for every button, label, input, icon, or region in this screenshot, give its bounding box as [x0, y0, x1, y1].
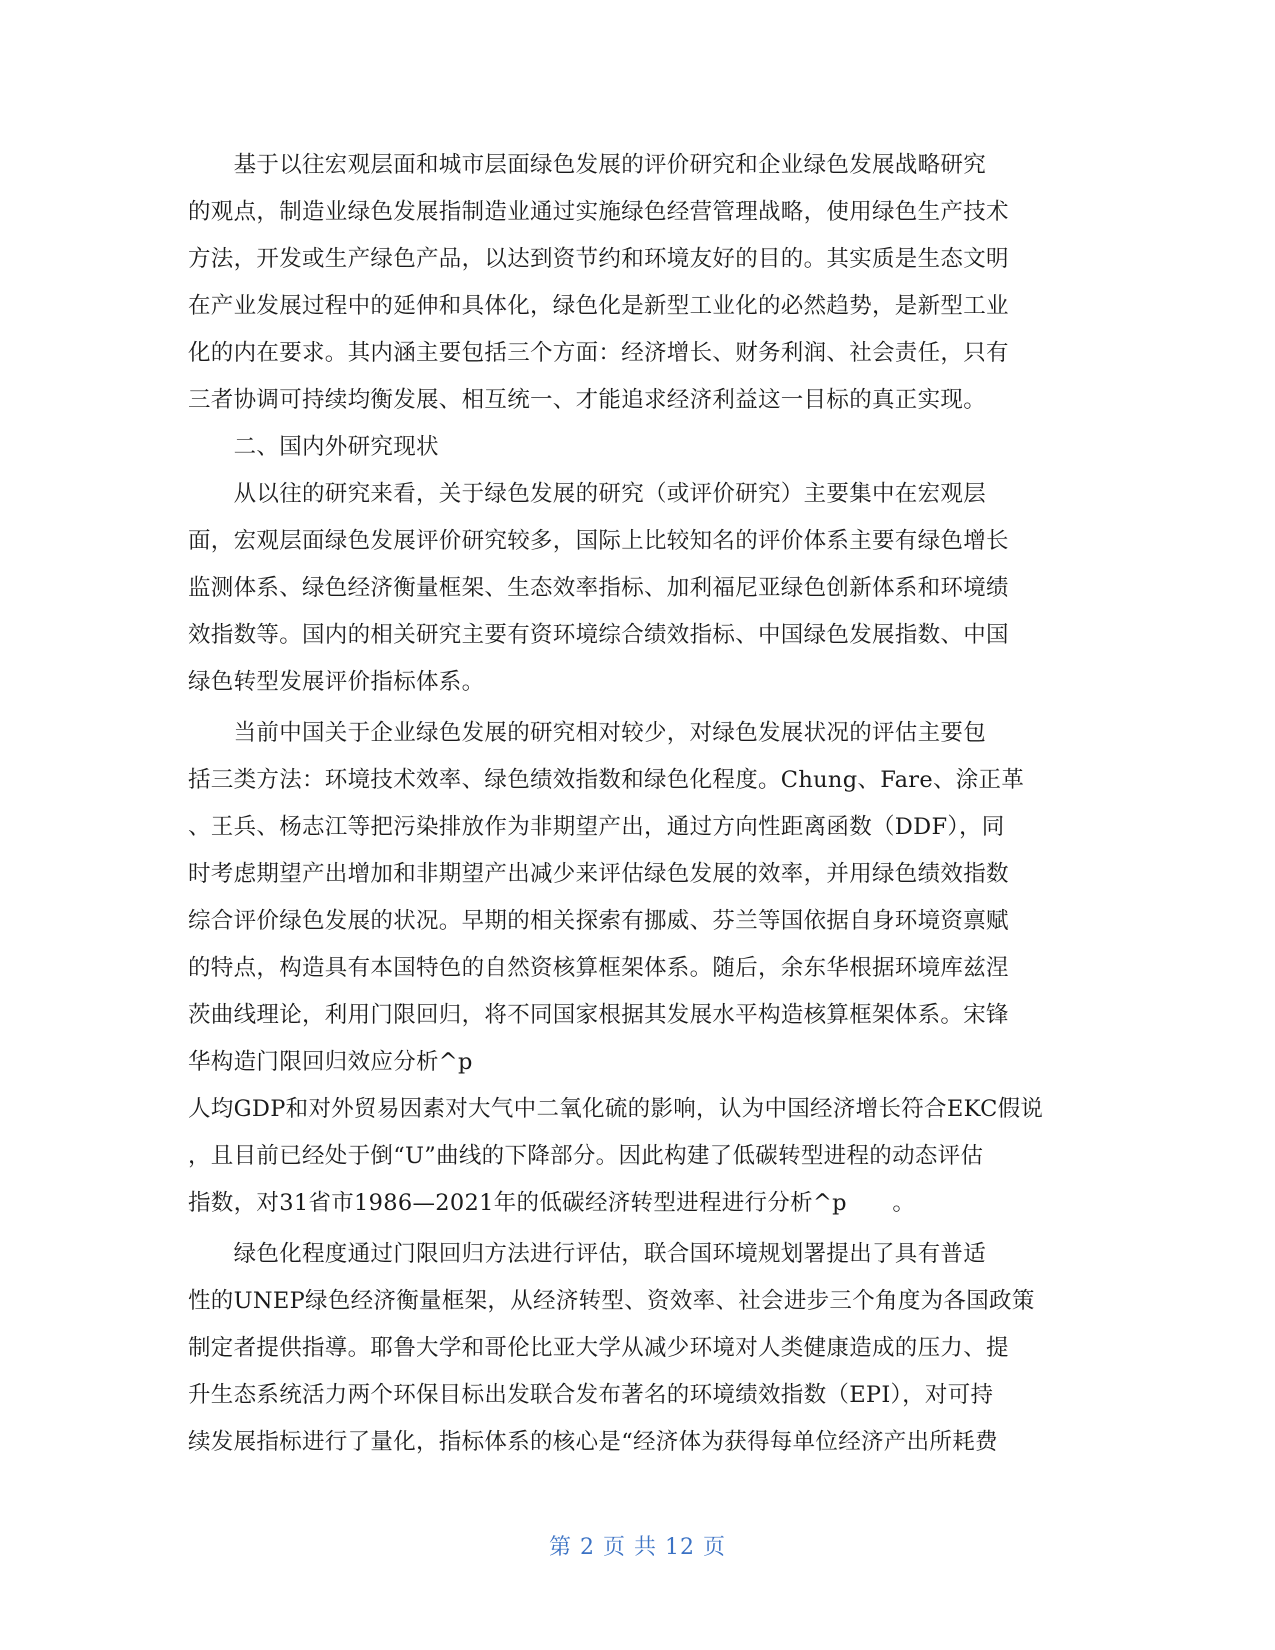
text-line: 绿色转型发展评价指标体系。 — [188, 669, 485, 695]
text-line: 效指数等。国内的相关研究主要有资环境综合绩效指标、中国绿色发展指数、中国 — [188, 622, 1009, 648]
heading-line: 二、国内外研究现状 — [188, 434, 439, 460]
text-line: 三者协调可持续均衡发展、相互统一、才能追求经济利益这一目标的真正实现。 — [188, 387, 987, 413]
text-line: 括三类方法：环境技术效率、绿色绩效指数和绿色化程度。Chung、Fare、涂正革 — [188, 767, 1025, 793]
text-line: 的观点，制造业绿色发展指制造业通过实施绿色经营管理战略，使用绿色生产技术 — [188, 199, 1009, 225]
text-line: 茨曲线理论，利用门限回归，将不同国家根据其发展水平构造核算框架体系。宋锋 — [188, 1002, 1009, 1028]
paragraph-green-development-definition — [188, 142, 1090, 424]
text-line: 的特点，构造具有本国特色的自然资核算框架体系。随后，余东华根据环境库兹涅 — [188, 955, 1009, 981]
text-line: 性的UNEP绿色经济衡量框架，从经济转型、资效率、社会进步三个角度为各国政策 — [188, 1288, 1035, 1314]
text-line: 制定者提供指導。耶鲁大学和哥伦比亚大学从减少环境对人类健康造成的压力、提 — [188, 1335, 1009, 1361]
text-line: 面，宏观层面绿色发展评价研究较多，国际上比较知名的评价体系主要有绿色增长 — [188, 528, 1009, 554]
text-line: 监测体系、绿色经济衡量框架、生态效率指标、加利福尼亚绿色创新体系和环境绩 — [188, 575, 1009, 601]
paragraph-enterprise-research — [188, 710, 1090, 1227]
text-line: 在产业发展过程中的延伸和具体化，绿色化是新型工业化的必然趋势，是新型工业 — [188, 293, 1009, 319]
page-number-footer: 第 2 页 共 12 页 — [549, 1535, 726, 1560]
text-line: ，且目前已经处于倒“U”曲线的下降部分。因此构建了低碳转型进程的动态评估 — [188, 1143, 984, 1169]
paragraph-research-overview — [188, 471, 1090, 706]
text-line: 续发展指标进行了量化，指标体系的核心是“经济体为获得每单位经济产出所耗费 — [188, 1429, 998, 1455]
text-line: 、王兵、杨志江等把污染排放作为非期望产出，通过方向性距离函数（DDF），同 — [188, 814, 1005, 840]
text-line: 方法，开发或生产绿色产品，以达到资节约和环境友好的目的。其实质是生态文明 — [188, 246, 1009, 272]
text-line: 人均GDP和对外贸易因素对大气中二氧化硫的影响，认为中国经济增长符合EKC假说 — [188, 1096, 1044, 1122]
section-heading — [188, 424, 1090, 471]
text-line: 化的内在要求。其内涵主要包括三个方面：经济增长、财务利润、社会责任，只有 — [188, 340, 1009, 366]
text-line: 指数，对31省市1986—2021年的低碳经济转型进程进行分析^p 。 — [188, 1190, 916, 1216]
text-line: 升生态系统活力两个环保目标出发联合发布著名的环境绩效指数（EPI），对可持 — [188, 1382, 994, 1408]
text-line: 华构造门限回归效应分析^p — [188, 1049, 473, 1075]
text-line: 时考虑期望产出增加和非期望产出减少来评估绿色发展的效率，并用绿色绩效指数 — [188, 861, 1009, 887]
paragraph-greening-degree — [188, 1231, 1090, 1466]
document-body — [188, 142, 1090, 1466]
text-line: 综合评价绿色发展的状况。早期的相关探索有挪威、芬兰等国依据自身环境资禀赋 — [188, 908, 1009, 934]
text-line: 基于以往宏观层面和城市层面绿色发展的评价研究和企业绿色发展战略研究 — [188, 152, 987, 178]
text-line: 从以往的研究来看，关于绿色发展的研究（或评价研究）主要集中在宏观层 — [188, 481, 987, 507]
text-line: 绿色化程度通过门限回归方法进行评估，联合国环境规划署提出了具有普适 — [188, 1241, 987, 1267]
text-line: 当前中国关于企业绿色发展的研究相对较少，对绿色发展状况的评估主要包 — [188, 720, 987, 746]
